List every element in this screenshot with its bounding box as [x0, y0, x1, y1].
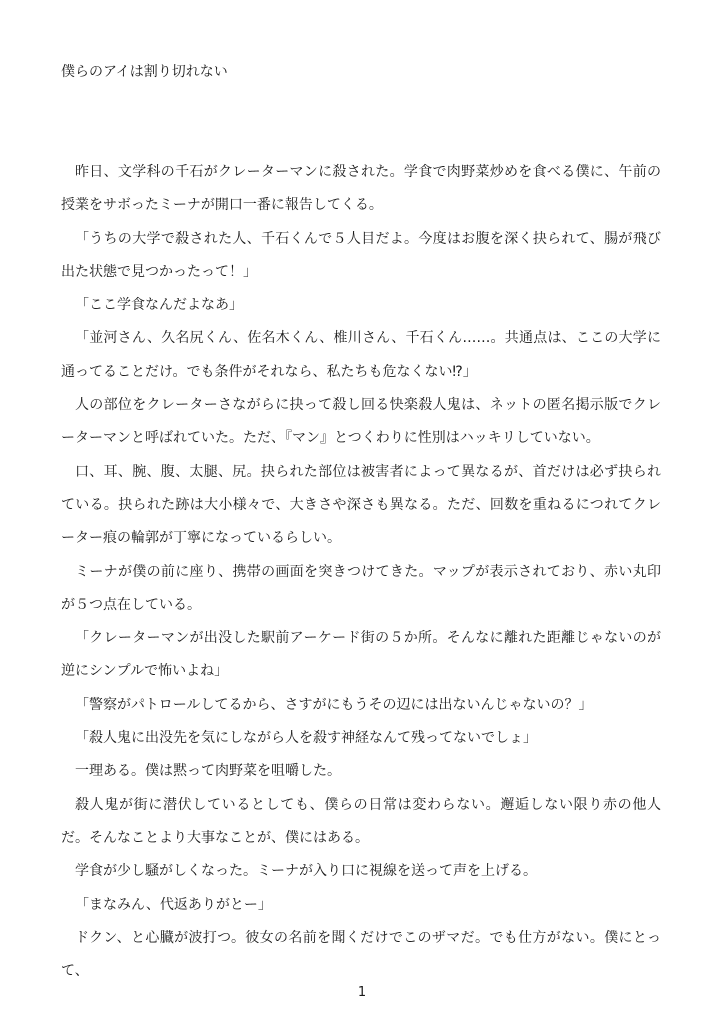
paragraph: 人の部位をクレーターさながらに抉って殺し回る快楽殺人鬼は、ネットの匿名掲示版でクレーターマンと呼ばれていた。ただ、『マン』とつくわりに性別はハッキリしていない。 [61, 397, 661, 447]
paragraph: 殺人鬼が街に潜伏しているとしても、僕らの日常は変わらない。邂逅しない限り赤の他人だ。そんなことより大事なことが、僕にはある。 [61, 796, 661, 846]
paragraph: 一理ある。僕は黙って肉野菜を咀嚼した。 [75, 763, 341, 780]
paragraph: 口、耳、腕、腹、太腿、尻。抉られた部位は被害者によって異なるが、首だけは必ず抉られている。抉られた跡は大小様々で、大きさや深さも異なる。ただ、回数を重ねるにつれてクレーター痕の輪郭が丁寧になっているらしい。 [61, 463, 661, 547]
paragraph: ドクン、と心臓が波打つ。彼女の名前を聞くだけでこのザマだ。でも仕方がない。僕にとって、 [61, 929, 661, 980]
paragraph: 「クレーターマンが出没した駅前アーケード街の５か所。そんなに離れた距離じゃないのが逆にシンプルで怖いよね」 [61, 630, 661, 680]
paragraph: 昨日、文学科の千石がクレーターマンに殺された。学食で肉野菜炒めを食べる僕に、午前の授業をサボったミーナが開口一番に報告してくる。 [61, 164, 661, 214]
document-body [61, 156, 661, 988]
paragraph: 「まなみん、代返ありがとー」 [75, 896, 272, 913]
paragraph: 「うちの大学で殺された人、千石くんで５人目だよ。今度はお腹を深く抉られて、腸が飛び出た状態で見つかったって！」 [61, 230, 661, 280]
paragraph: 「並河さん、久名尻くん、佐名木くん、椎川さん、千石くん……。共通点は、ここの大学に通ってることだけ。でも条件がそれなら、私たちも危なくない⁉︎」 [61, 330, 661, 380]
paragraph: 学食が少し騒がしくなった。ミーナが入り口に視線を送って声を上げる。 [75, 863, 537, 880]
document-title: 僕らのアイは割り切れない [61, 64, 228, 80]
page-number: 1 [357, 985, 367, 1000]
paragraph: 「ここ学食なんだよなあ」 [75, 297, 243, 314]
paragraph: 「殺人鬼に出没先を気にしながら人を殺す神経なんて残ってないでしょ」 [75, 730, 537, 747]
paragraph: 「警察がパトロールしてるから、さすがにもうその辺には出ないんじゃないの？」 [75, 696, 593, 713]
paragraph: ミーナが僕の前に座り、携帯の画面を突きつけてきた。マップが表示されており、赤い丸印が５つ点在している。 [61, 563, 661, 613]
